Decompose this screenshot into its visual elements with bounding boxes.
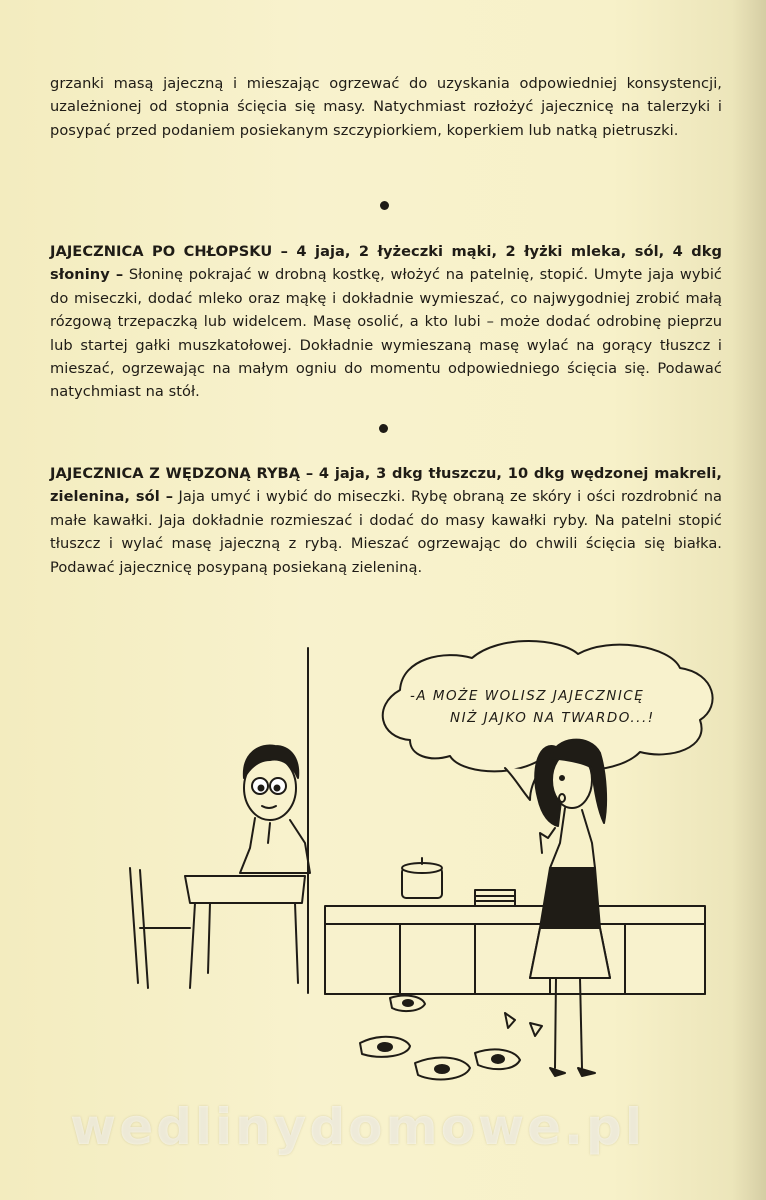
separator-dot	[380, 201, 389, 210]
continuation-text: grzanki masą jajeczną i mieszając ogrzewać do uzyskania odpowiedniej konsystencji, uzależnionej od stopnia ścięcia się masy. Natychmiast rozłożyć jajecznicę na talerzyki i posypać przed podaniem posiekanym szczypiorkiem, koperkiem lub natką pietruszki.	[50, 75, 722, 139]
recipe-paragraph	[50, 240, 722, 404]
table	[185, 876, 305, 988]
recipe-continuation	[50, 72, 722, 142]
speech-line-1: -A MOŻE WOLISZ JAJECZNICĘ	[410, 688, 645, 704]
recipe-heading: JAJECZNICA Z WĘDZONĄ RYBĄ – 4 jaja, 3 dkg tłuszczu, 10 dkg wędzonej makreli, zielenina, sól –	[50, 465, 722, 506]
separator-dot	[379, 424, 388, 433]
plates-stack	[475, 890, 515, 906]
watermark: wedlinydomowe.pl	[70, 1098, 645, 1156]
speech-line-2: NIŻ JAJKO NA TWARDO...!	[450, 710, 655, 726]
recipe-heading: JAJECZNICA PO CHŁOPSKU – 4 jaja, 2 łyżeczki mąki, 2 łyżki mleka, sól, 4 dkg słoniny –	[50, 243, 722, 284]
recipe-paragraph	[50, 462, 722, 579]
recipe-jajecznica-z-wedzona-ryba	[50, 462, 722, 579]
cartoon-illustration	[110, 628, 730, 1108]
page-edge-shadow	[732, 0, 766, 1200]
chair	[130, 868, 190, 988]
broken-eggs	[360, 996, 542, 1080]
pot	[402, 858, 442, 898]
recipe-instructions: Jaja umyć i wybić do miseczki. Rybę obraną ze skóry i ości rozdrobnić na małe kawałki. Jaja dokładnie rozmieszać i dodać do masy kawałki ryby. Na patelni stopić tłuszcz i wylać masę jajeczną z rybą. Mieszać ogrzewając do chwili ścięcia się białka. Podawać jajecznicę posypaną posiekaną zieleniną.	[50, 488, 722, 576]
man-figure	[240, 745, 310, 873]
recipe-jajecznica-po-chlopsku	[50, 240, 722, 404]
kitchen-counter	[325, 906, 705, 994]
recipe-instructions: Słoninę pokrajać w drobną kostkę, włożyć na patelnię, stopić. Umyte jaja wybić do miseczki, dodać mleko oraz mąkę i dokładnie wymieszać, co najwygodniej zrobić małą rózgową trzepaczką lub widelcem. Masę osolić, a kto lubi – może dodać odrobinę pieprzu lub startej gałki muszkatołowej. Dokładnie wymieszaną masę wylać na gorący tłuszcz i mieszać, ogrzewając na małym ogniu do momentu odpowiedniego ścięcia się. Podawać natychmiast na stół.	[50, 266, 722, 401]
